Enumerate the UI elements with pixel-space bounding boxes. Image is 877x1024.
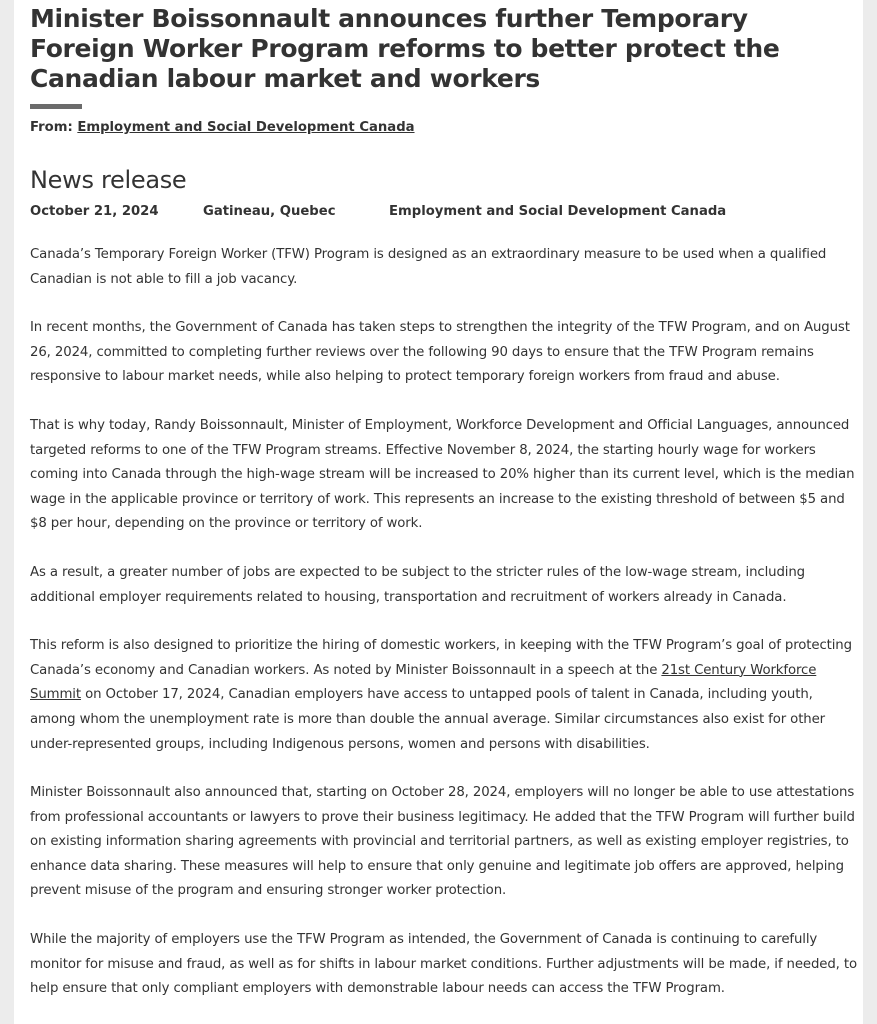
release-department: Employment and Social Development Canada xyxy=(389,204,727,219)
paragraph-7: While the majority of employers use the TFW Program as intended, the Government of Canada is continuing to carefully monitor for misuse and fraud, as well as for shifts in labour market conditions. Further adjustments will be made, if needed, to help ensure that only compliant employers with demonstrable labour needs can access the TFW Program. xyxy=(30,932,857,997)
paragraph-4: As a result, a greater number of jobs are expected to be subject to the stricter rules of the low-wage stream, including additional employer requirements related to housing, transportation and recruitment of workers already in Canada. xyxy=(30,564,805,605)
from-line xyxy=(30,119,862,137)
release-date: October 21, 2024 xyxy=(30,204,159,219)
paragraph-3: That is why today, Randy Boissonnault, Minister of Employment, Workforce Development and Official Languages, announced targeted reforms to one of the TFW Program streams. Effective November 8, 2024, the starting hourly wage for workers coming into Canada through the high-wage stream will be increased to 20% higher than its current level, which is the median wage in the applicable province or territory of work. This represents an increase to the existing threshold of between $5 and $8 per hour, depending on the province or territory of work. xyxy=(30,417,855,532)
workforce-summit-link[interactable]: 21st Century Workforce Summit xyxy=(30,662,817,703)
article-body xyxy=(30,243,862,1002)
paragraph-5-text-start: This reform is also designed to prioritize the hiring of domestic workers, in keeping with the TFW Program’s goal of protecting Canada’s economy and Canadian workers. As noted by Minister Boissonnault in a speech at the xyxy=(30,638,852,678)
paragraph-6: Minister Boissonnault also announced that, starting on October 28, 2024, employers will no longer be able to use attestations from professional accountants or lawyers to prove their business legitimacy. He added that the TFW Program will further build on existing information sharing agreements with provincial and territorial partners, as well as existing employer registries, to enhance data sharing. These measures will help to ensure that only genuine and legitimate job offers are approved, helping prevent misuse of the program and ensuring stronger worker protection. xyxy=(30,785,855,899)
section-heading: News release xyxy=(30,166,187,194)
page-title: Minister Boissonnault announces further Temporary Foreign Worker Program reforms to better protect the Canadian labour market and workers xyxy=(30,4,780,93)
paragraph-5 xyxy=(30,634,862,757)
release-meta xyxy=(30,203,862,221)
from-department-link[interactable]: Employment and Social Development Canada xyxy=(77,120,415,135)
paragraph-5-text-end: on October 17, 2024, Canadian employers have access to untapped pools of talent in Canada, including youth, among whom the unemployment rate is more than double the annual average. Similar circumstances also exist for other under-represented groups, including Indigenous persons, women and persons with disabilities. xyxy=(30,687,825,752)
release-location: Gatineau, Quebec xyxy=(203,204,336,219)
from-label: From: xyxy=(30,120,73,135)
paragraph-1: Canada’s Temporary Foreign Worker (TFW) Program is designed as an extraordinary measure to be used when a qualified Canadian is not able to fill a job vacancy. xyxy=(30,247,827,287)
article-content xyxy=(30,0,862,1024)
title-underline xyxy=(30,104,82,109)
paragraph-2: In recent months, the Government of Canada has taken steps to strengthen the integrity of the TFW Program, and on August 26, 2024, committed to completing further reviews over the following 90 days to ensure that the TFW Program remains responsive to labour market needs, while also helping to protect temporary foreign workers from fraud and abuse. xyxy=(30,320,850,385)
article-page xyxy=(14,0,863,1024)
